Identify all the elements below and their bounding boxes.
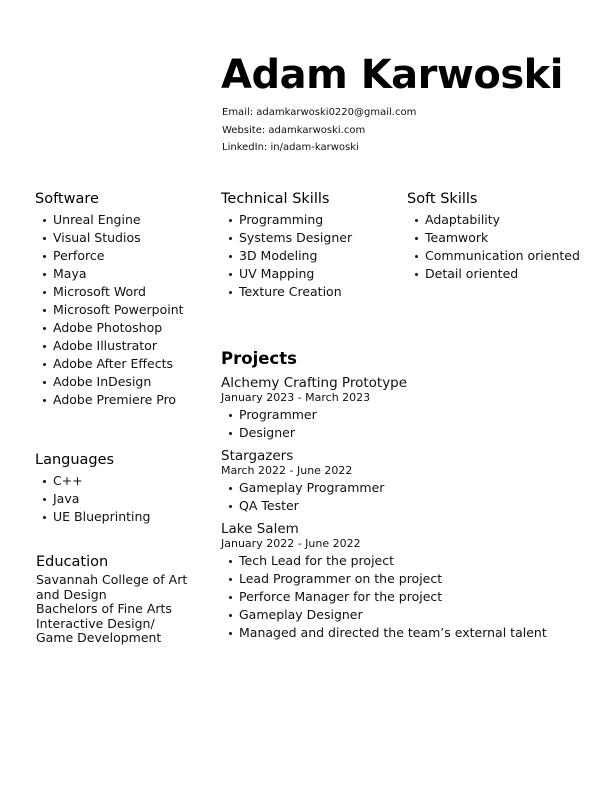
technical-skill-item: 3D Modeling bbox=[221, 247, 352, 265]
project-role: Tech Lead for the project bbox=[221, 552, 547, 570]
education-section bbox=[36, 553, 187, 646]
linkedin-line[interactable]: LinkedIn: in/adam-karwoski bbox=[222, 142, 359, 153]
project-role: Gameplay Designer bbox=[221, 606, 547, 624]
project-title: Lake Salem bbox=[221, 521, 299, 537]
project-role: Programmer bbox=[221, 406, 547, 424]
language-item: Java bbox=[35, 490, 150, 508]
education-line: Bachelors of Fine Arts bbox=[36, 601, 172, 616]
soft-skill-item: Teamwork bbox=[407, 229, 580, 247]
project-role: Gameplay Programmer bbox=[221, 479, 547, 497]
soft-skill-item: Detail oriented bbox=[407, 265, 580, 283]
education-heading: Education bbox=[36, 554, 109, 570]
software-item: Microsoft Word bbox=[35, 283, 184, 301]
project-role: QA Tester bbox=[221, 497, 547, 515]
technical-skills-heading: Technical Skills bbox=[221, 191, 330, 207]
email-line[interactable]: Email: adamkarwoski0220@gmail.com bbox=[222, 107, 417, 118]
technical-skills-list bbox=[221, 211, 352, 301]
software-item: Unreal Engine bbox=[35, 211, 184, 229]
software-section bbox=[35, 190, 184, 409]
project-role: Designer bbox=[221, 424, 547, 442]
soft-skills-list bbox=[407, 211, 580, 283]
education-line: Interactive Design/ bbox=[36, 615, 155, 631]
software-list bbox=[35, 211, 184, 409]
project-dates: January 2023 - March 2023 bbox=[221, 391, 371, 404]
project-entry bbox=[221, 375, 547, 442]
software-item: Visual Studios bbox=[35, 229, 184, 247]
soft-skill-item: Adaptability bbox=[407, 211, 580, 229]
languages-section bbox=[35, 451, 150, 526]
software-item: Microsoft Powerpoint bbox=[35, 301, 184, 319]
technical-skill-item: Programming bbox=[221, 211, 352, 229]
software-item: Perforce bbox=[35, 247, 184, 265]
project-dates: March 2022 - June 2022 bbox=[221, 464, 353, 477]
projects-section bbox=[221, 349, 547, 642]
education-line: and Design bbox=[36, 586, 107, 602]
language-item: C++ bbox=[35, 472, 150, 490]
project-role: Managed and directed the team’s external talent bbox=[221, 624, 547, 642]
software-item: Adobe After Effects bbox=[35, 355, 184, 373]
software-item: Maya bbox=[35, 265, 184, 283]
soft-skill-item: Communication oriented bbox=[407, 247, 580, 265]
software-heading: Software bbox=[35, 191, 99, 207]
project-entry bbox=[221, 521, 547, 642]
project-role: Lead Programmer on the project bbox=[221, 570, 547, 588]
technical-skill-item: Systems Designer bbox=[221, 229, 352, 247]
projects-heading: Projects bbox=[221, 349, 297, 368]
project-roles bbox=[221, 406, 547, 442]
project-title: Alchemy Crafting Prototype bbox=[221, 375, 408, 391]
project-roles bbox=[221, 479, 547, 515]
project-role: Perforce Manager for the project bbox=[221, 588, 547, 606]
languages-heading: Languages bbox=[35, 452, 115, 468]
languages-list bbox=[35, 472, 150, 526]
technical-skill-item: Texture Creation bbox=[221, 283, 352, 301]
technical-skills-section bbox=[221, 190, 352, 301]
software-item: Adobe Photoshop bbox=[35, 319, 184, 337]
project-entry bbox=[221, 448, 547, 515]
project-roles bbox=[221, 552, 547, 642]
education-line: Game Development bbox=[36, 630, 162, 645]
education-details bbox=[36, 573, 187, 646]
project-dates: January 2022 - June 2022 bbox=[221, 537, 361, 550]
education-line: Savannah College of Art bbox=[36, 572, 188, 587]
soft-skills-section bbox=[407, 190, 580, 283]
software-item: Adobe Illustrator bbox=[35, 337, 184, 355]
software-item: Adobe Premiere Pro bbox=[35, 391, 184, 409]
language-item: UE Blueprinting bbox=[35, 508, 150, 526]
contact-block bbox=[222, 104, 416, 157]
soft-skills-heading: Soft Skills bbox=[407, 191, 478, 207]
website-line[interactable]: Website: adamkarwoski.com bbox=[222, 124, 366, 136]
candidate-name: Adam Karwoski bbox=[221, 52, 563, 98]
project-title: Stargazers bbox=[221, 448, 294, 464]
technical-skill-item: UV Mapping bbox=[221, 265, 352, 283]
software-item: Adobe InDesign bbox=[35, 373, 184, 391]
